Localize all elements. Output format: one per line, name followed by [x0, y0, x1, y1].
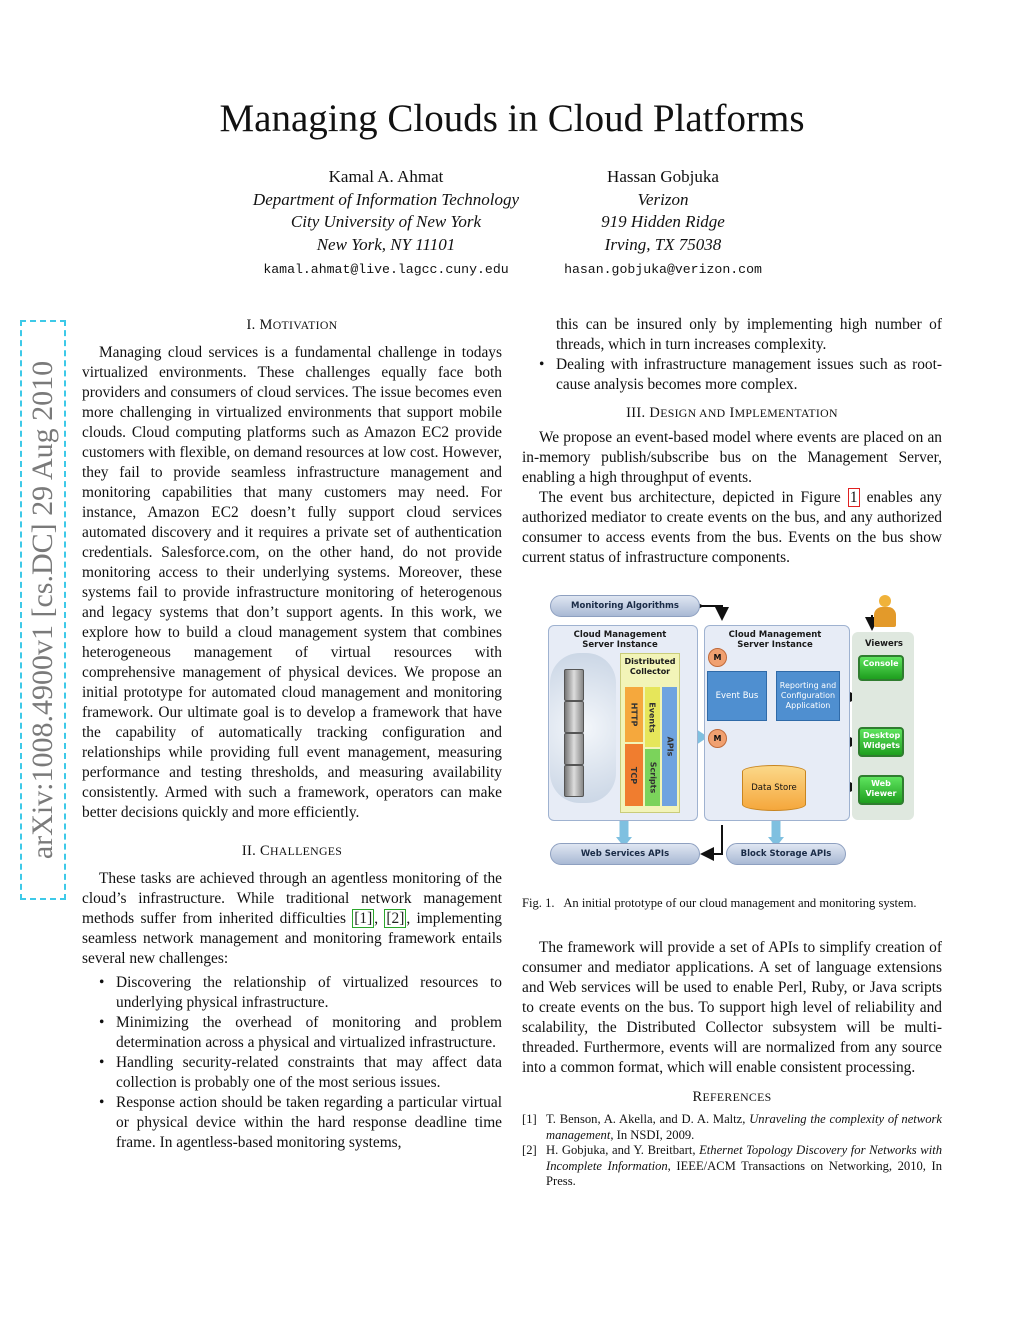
list-item: • Minimizing the overhead of monitoring and problem determination across a physical and virtualized infrastructure. — [82, 1013, 502, 1053]
reference-authors: H. Gobjuka, and Y. Breitbart, — [546, 1143, 700, 1157]
section-heading-challenges — [82, 841, 502, 861]
section-rest: HALLENGES — [269, 844, 343, 858]
author-location: New York, NY 11101 — [316, 234, 456, 254]
section-rest: EFERENCES — [702, 1090, 772, 1104]
author-block-2 — [493, 166, 833, 282]
list-item: • Dealing with infrastructure management issues such as root-cause analysis becomes more complex. — [522, 355, 942, 395]
reference-number: [1] — [522, 1112, 537, 1126]
motivation-paragraph: Managing cloud services is a fundamental challenge in todays virtualized environments. These challenges equally face both providers and consumers of cloud services. The issue becomes even more challenging in virtualized environments that support mobile clouds. Cloud computing platforms such as Amazon EC2 provide customers with flexible, on demand resources at low cost. However, they fail to provide seamless infrastructure management and monitoring capabilities that many customers may need. For instance, Amazon EC2 doesn’t fully support cloud services automated discovery and it requires a private set of authentication credentials. Salesforce.com, on the other hand, do not provide monitoring access to their underlying systems. Moreover, these systems fail to provide infrastructure monitoring of heterogenous and legacy systems that don’t support agents. In this work, we explore how to build a cloud management system that combines heterogeneous management of virtual resources with comprehensive management of physical devices. We propose an initial prototype for automated cloud management and monitoring framework. Our ultimate goal is to develop a framework that have the capability of automatically tracking configuration and relationships while providing full event management, measuring performance and testing thresholds, and measuring availability consistently. Armed with such a framework, operators can make better decisions quickly and more efficiently. — [82, 344, 502, 821]
reference-list — [522, 1112, 942, 1190]
distributed-collector-label: Distributed Collector — [624, 657, 676, 676]
reference-title: Ethernet Topology Discovery for Networks with Incomplete Information — [546, 1143, 942, 1173]
reference-venue: , In NSDI, 2009. — [610, 1127, 695, 1142]
events-bar — [645, 687, 660, 747]
list-item: • Discovering the relationship of virtualized resources to underlying physical infrastructure. — [82, 973, 502, 1013]
author-dept: Verizon — [637, 189, 689, 209]
author-name: Hassan Gobjuka — [607, 167, 719, 186]
architecture-figure — [540, 587, 920, 877]
http-label: HTTP — [629, 702, 639, 727]
reporting-app-box: Reporting and Configuration Application — [776, 671, 840, 721]
right-column-bottom — [522, 938, 942, 1190]
caption-text: An initial prototype of our cloud management and monitoring system. — [563, 896, 917, 910]
section-initial: D — [649, 405, 661, 421]
scripts-label: Scripts — [648, 761, 658, 794]
connector-line — [702, 606, 722, 619]
figure-caption — [522, 895, 942, 911]
design-paragraph-1: We propose an event-based model where events are placed on an in-memory publish/subscribe bus on the Management Server, enabling a high throughput of events. — [522, 429, 942, 486]
console-button: Console — [858, 655, 904, 681]
viewers-label: Viewers — [865, 639, 903, 649]
challenges-text-a: These tasks are achieved through an agentless monitoring of the cloud’s infrastructure. While traditional network management methods suffer from inherited difficulties — [82, 870, 502, 927]
desktop-widgets-button: Desktop Widgets — [858, 727, 904, 757]
challenges-list-continued — [522, 315, 942, 395]
design-paragraph-3: The framework will provide a set of APIs to simplify creation of consumer and mediator applications. A set of language extensions and Web services will be used to enable Perl, Ruby, or Java scripts to create events on the bus. To support high level of reliability and scalability, the Distributed Collector subsystem will be multi-threaded. Furthermore, events will are normalized from any source into a common format, which will enable consistent processing. — [522, 939, 942, 1076]
block-storage-apis-box: Block Storage APIs — [726, 843, 846, 865]
section-number: II. — [241, 843, 257, 859]
section-rest: OTIVATION — [272, 318, 338, 332]
cms-right-label: Cloud Management Server Instance — [728, 630, 822, 650]
data-store-cylinder: Data Store — [742, 765, 806, 811]
author-org: City University of New York — [290, 212, 482, 231]
challenges-list — [82, 973, 502, 1153]
tcp-bar — [625, 744, 643, 806]
arxiv-stamp-text: arXiv:1008.4900v1 [cs.DC] 29 Aug 2010 — [26, 360, 59, 860]
citation-link-1[interactable]: [1] — [354, 910, 373, 927]
list-item: • Handling security-related constraints that may affect data collection is probably one of the most serious issues. — [82, 1053, 502, 1093]
http-bar — [625, 687, 643, 742]
section-heading-references — [522, 1087, 942, 1107]
challenges-text-c: , implementing seamless network management and monitoring framework entails several new challenges: — [82, 910, 502, 967]
citation-link-2[interactable]: [2] — [386, 910, 405, 927]
author-email: hasan.gobjuka@verizon.com — [564, 262, 762, 277]
mediator-badge: M — [708, 729, 727, 748]
caption-number: Fig. 1. — [522, 896, 555, 910]
author-org: 919 Hidden Ridge — [601, 212, 725, 231]
challenges-text-b: , — [374, 910, 385, 927]
challenges-paragraph — [82, 869, 502, 969]
cms-left-label: Cloud Management Server Instance — [573, 630, 667, 650]
mediator-badge: M — [708, 648, 727, 667]
server-icon — [564, 669, 584, 701]
reference-authors: T. Benson, A. Akella, and D. A. Maltz, — [546, 1112, 750, 1126]
event-bus-box: Event Bus — [707, 671, 767, 721]
author-name: Kamal A. Ahmat — [328, 167, 444, 186]
list-item: • Response action should be taken regarding a particular virtual or physical device within the hard response deadline time frame. In agentless-based monitoring systems, — [82, 1093, 502, 1153]
web-services-apis-box: Web Services APIs — [550, 843, 700, 865]
section-heading-design — [522, 403, 942, 423]
reference-title: Unraveling the complexity of network management — [546, 1112, 942, 1142]
reference-item — [522, 1143, 942, 1190]
arxiv-stamp — [20, 320, 66, 900]
events-label: Events — [648, 701, 658, 733]
reference-item — [522, 1112, 942, 1143]
list-item-continuation: this can be insured only by implementing high number of threads, which in turn increases complexity. — [556, 316, 942, 353]
server-icon — [564, 701, 584, 733]
design-text-b: enables any authorized mediator to create events on the bus, and any authorized consumer to access events from the bus. Events on the bus show current status of infrastructure components. — [522, 489, 943, 566]
section-initial: C — [259, 843, 270, 859]
paper-title: Managing Clouds in Cloud Platforms — [219, 97, 805, 140]
apis-label: APIs — [665, 736, 675, 757]
reference-venue: , IEEE/ACM Transactions on Networking, 2010, In Press. — [546, 1158, 943, 1188]
apis-bar — [662, 687, 677, 806]
section-initial: M — [259, 317, 273, 333]
design-text-a: The event bus architecture, depicted in Figure — [539, 489, 848, 506]
monitoring-algorithms-box: Monitoring Algorithms — [550, 595, 700, 617]
web-viewer-button: Web Viewer — [858, 775, 904, 805]
scripts-bar — [645, 749, 660, 806]
right-column-top — [522, 315, 942, 568]
server-icon — [564, 733, 584, 765]
design-paragraph-2 — [522, 488, 942, 568]
section-number: III. — [626, 405, 646, 421]
reference-number: [2] — [522, 1143, 537, 1157]
section-number: I. — [246, 317, 256, 333]
user-icon — [874, 595, 896, 629]
left-column — [82, 315, 502, 1153]
section-initial: I — [729, 405, 735, 421]
tcp-label: TCP — [629, 766, 639, 784]
author-location: Irving, TX 75038 — [604, 234, 722, 254]
author-email: kamal.ahmat@live.lagcc.cuny.edu — [263, 262, 509, 277]
section-heading-motivation — [82, 315, 502, 335]
server-icon — [564, 765, 584, 797]
section-rest: MPLEMENTATION — [734, 406, 838, 420]
section-rest: ESIGN AND — [660, 406, 726, 420]
section-initial: R — [692, 1089, 703, 1105]
connector-line — [702, 825, 722, 854]
figure-reference-link[interactable]: 1 — [849, 489, 858, 506]
author-dept: Department of Information Technology — [252, 189, 520, 209]
